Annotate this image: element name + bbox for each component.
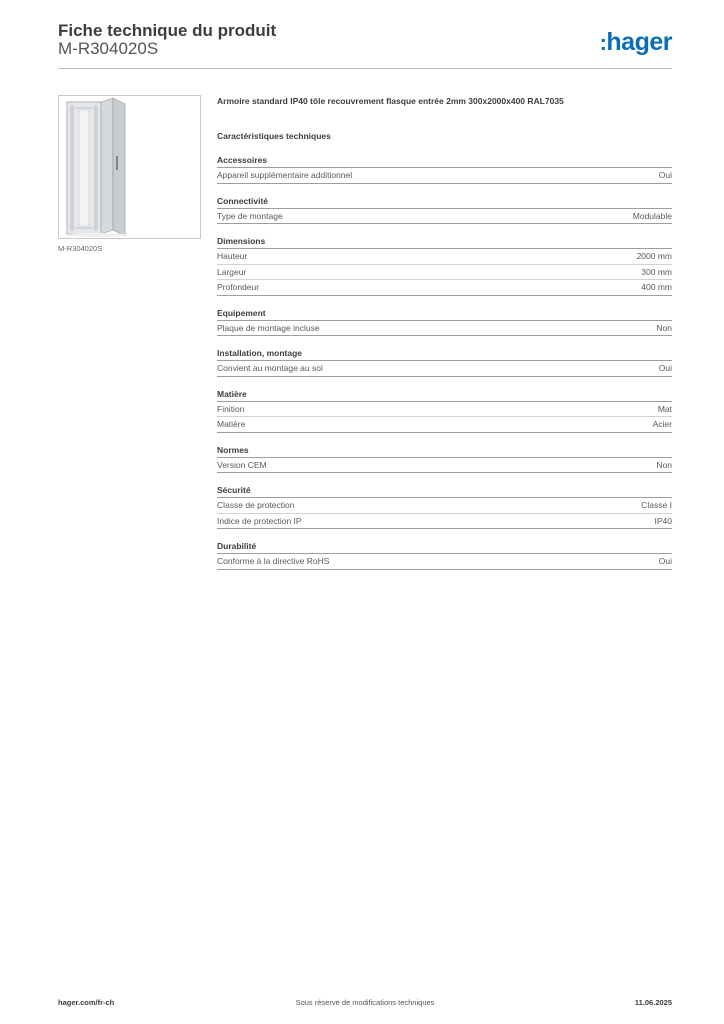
cabinet-enclosure-image bbox=[59, 96, 200, 238]
spec-group bbox=[217, 445, 672, 474]
spec-label: Convient au montage au sol bbox=[217, 363, 323, 373]
spec-value: Classe I bbox=[641, 500, 672, 510]
spec-group-title: Normes bbox=[217, 445, 672, 458]
spec-group-title: Durabilité bbox=[217, 541, 672, 554]
spec-group-title: Connectivité bbox=[217, 196, 672, 209]
product-details bbox=[217, 96, 672, 582]
logo-text: hager bbox=[606, 28, 672, 56]
spec-label: Matière bbox=[217, 419, 246, 429]
product-reference: M-R304020S bbox=[58, 39, 159, 58]
spec-group-title: Matière bbox=[217, 389, 672, 402]
spec-label: Indice de protection IP bbox=[217, 515, 302, 526]
footer-disclaimer: Sous réserve de modifications techniques bbox=[295, 998, 435, 1007]
spec-label: Conforme à la directive RoHS bbox=[217, 556, 330, 566]
spec-group-title: Accessoires bbox=[217, 155, 672, 168]
spec-value: Oui bbox=[658, 363, 672, 373]
spec-row bbox=[217, 498, 672, 514]
spec-group-title: Dimensions bbox=[217, 236, 672, 249]
product-image bbox=[58, 95, 201, 239]
spec-value: 2000 mm bbox=[636, 251, 672, 261]
spec-label: Type de montage bbox=[217, 210, 283, 221]
spec-value: Oui bbox=[658, 170, 672, 180]
spec-group bbox=[217, 155, 672, 184]
footer-website: hager.com/fr-ch bbox=[58, 998, 115, 1007]
spec-label: Profondeur bbox=[217, 282, 260, 292]
spec-group-title: Sécurité bbox=[217, 485, 672, 498]
spec-row bbox=[217, 402, 672, 418]
spec-value: Non bbox=[656, 459, 672, 470]
spec-group bbox=[217, 196, 672, 225]
spec-label: Hauteur bbox=[217, 251, 248, 261]
spec-value: Acier bbox=[652, 419, 672, 429]
spec-value: 300 mm bbox=[641, 266, 672, 277]
spec-group bbox=[217, 348, 672, 377]
spec-row bbox=[217, 361, 672, 377]
spec-row bbox=[217, 265, 672, 281]
specs-list bbox=[217, 155, 672, 570]
spec-row bbox=[217, 458, 672, 474]
spec-row bbox=[217, 554, 672, 570]
spec-row bbox=[217, 249, 672, 265]
spec-row bbox=[217, 514, 672, 530]
spec-label: Finition bbox=[217, 403, 245, 414]
spec-label: Version CEM bbox=[217, 459, 267, 470]
spec-label: Largeur bbox=[217, 266, 247, 277]
spec-row bbox=[217, 417, 672, 433]
spec-value: 400 mm bbox=[641, 282, 672, 292]
spec-row bbox=[217, 321, 672, 337]
hager-logo: :hager bbox=[599, 28, 672, 56]
spec-row bbox=[217, 209, 672, 225]
image-caption: M-R304020S bbox=[58, 244, 103, 253]
spec-group bbox=[217, 485, 672, 529]
spec-value: Modulable bbox=[632, 210, 672, 221]
spec-group bbox=[217, 236, 672, 296]
footer-date: 11.06.2025 bbox=[634, 998, 672, 1007]
spec-group bbox=[217, 541, 672, 570]
spec-label: Classe de protection bbox=[217, 500, 295, 510]
spec-label: Appareil supplémentaire additionnel bbox=[217, 170, 353, 180]
specs-heading: Caractéristiques techniques bbox=[217, 131, 331, 141]
spec-group bbox=[217, 389, 672, 433]
spec-row bbox=[217, 280, 672, 296]
spec-value: Mat bbox=[657, 403, 672, 414]
page-title: Fiche technique du produit bbox=[58, 21, 277, 40]
spec-group-title: Installation, montage bbox=[217, 348, 672, 361]
spec-label: Plaque de montage incluse bbox=[217, 322, 320, 333]
spec-group-title: Equipement bbox=[217, 308, 672, 321]
spec-value: Non bbox=[656, 322, 672, 333]
spec-value: Oui bbox=[658, 556, 672, 566]
spec-row bbox=[217, 168, 672, 184]
header-divider bbox=[58, 68, 672, 69]
spec-group bbox=[217, 308, 672, 337]
product-title: Armoire standard IP40 tôle recouvrement flasque entrée 2mm 300x2000x400 RAL7035 bbox=[217, 96, 564, 106]
spec-value: IP40 bbox=[654, 515, 672, 526]
